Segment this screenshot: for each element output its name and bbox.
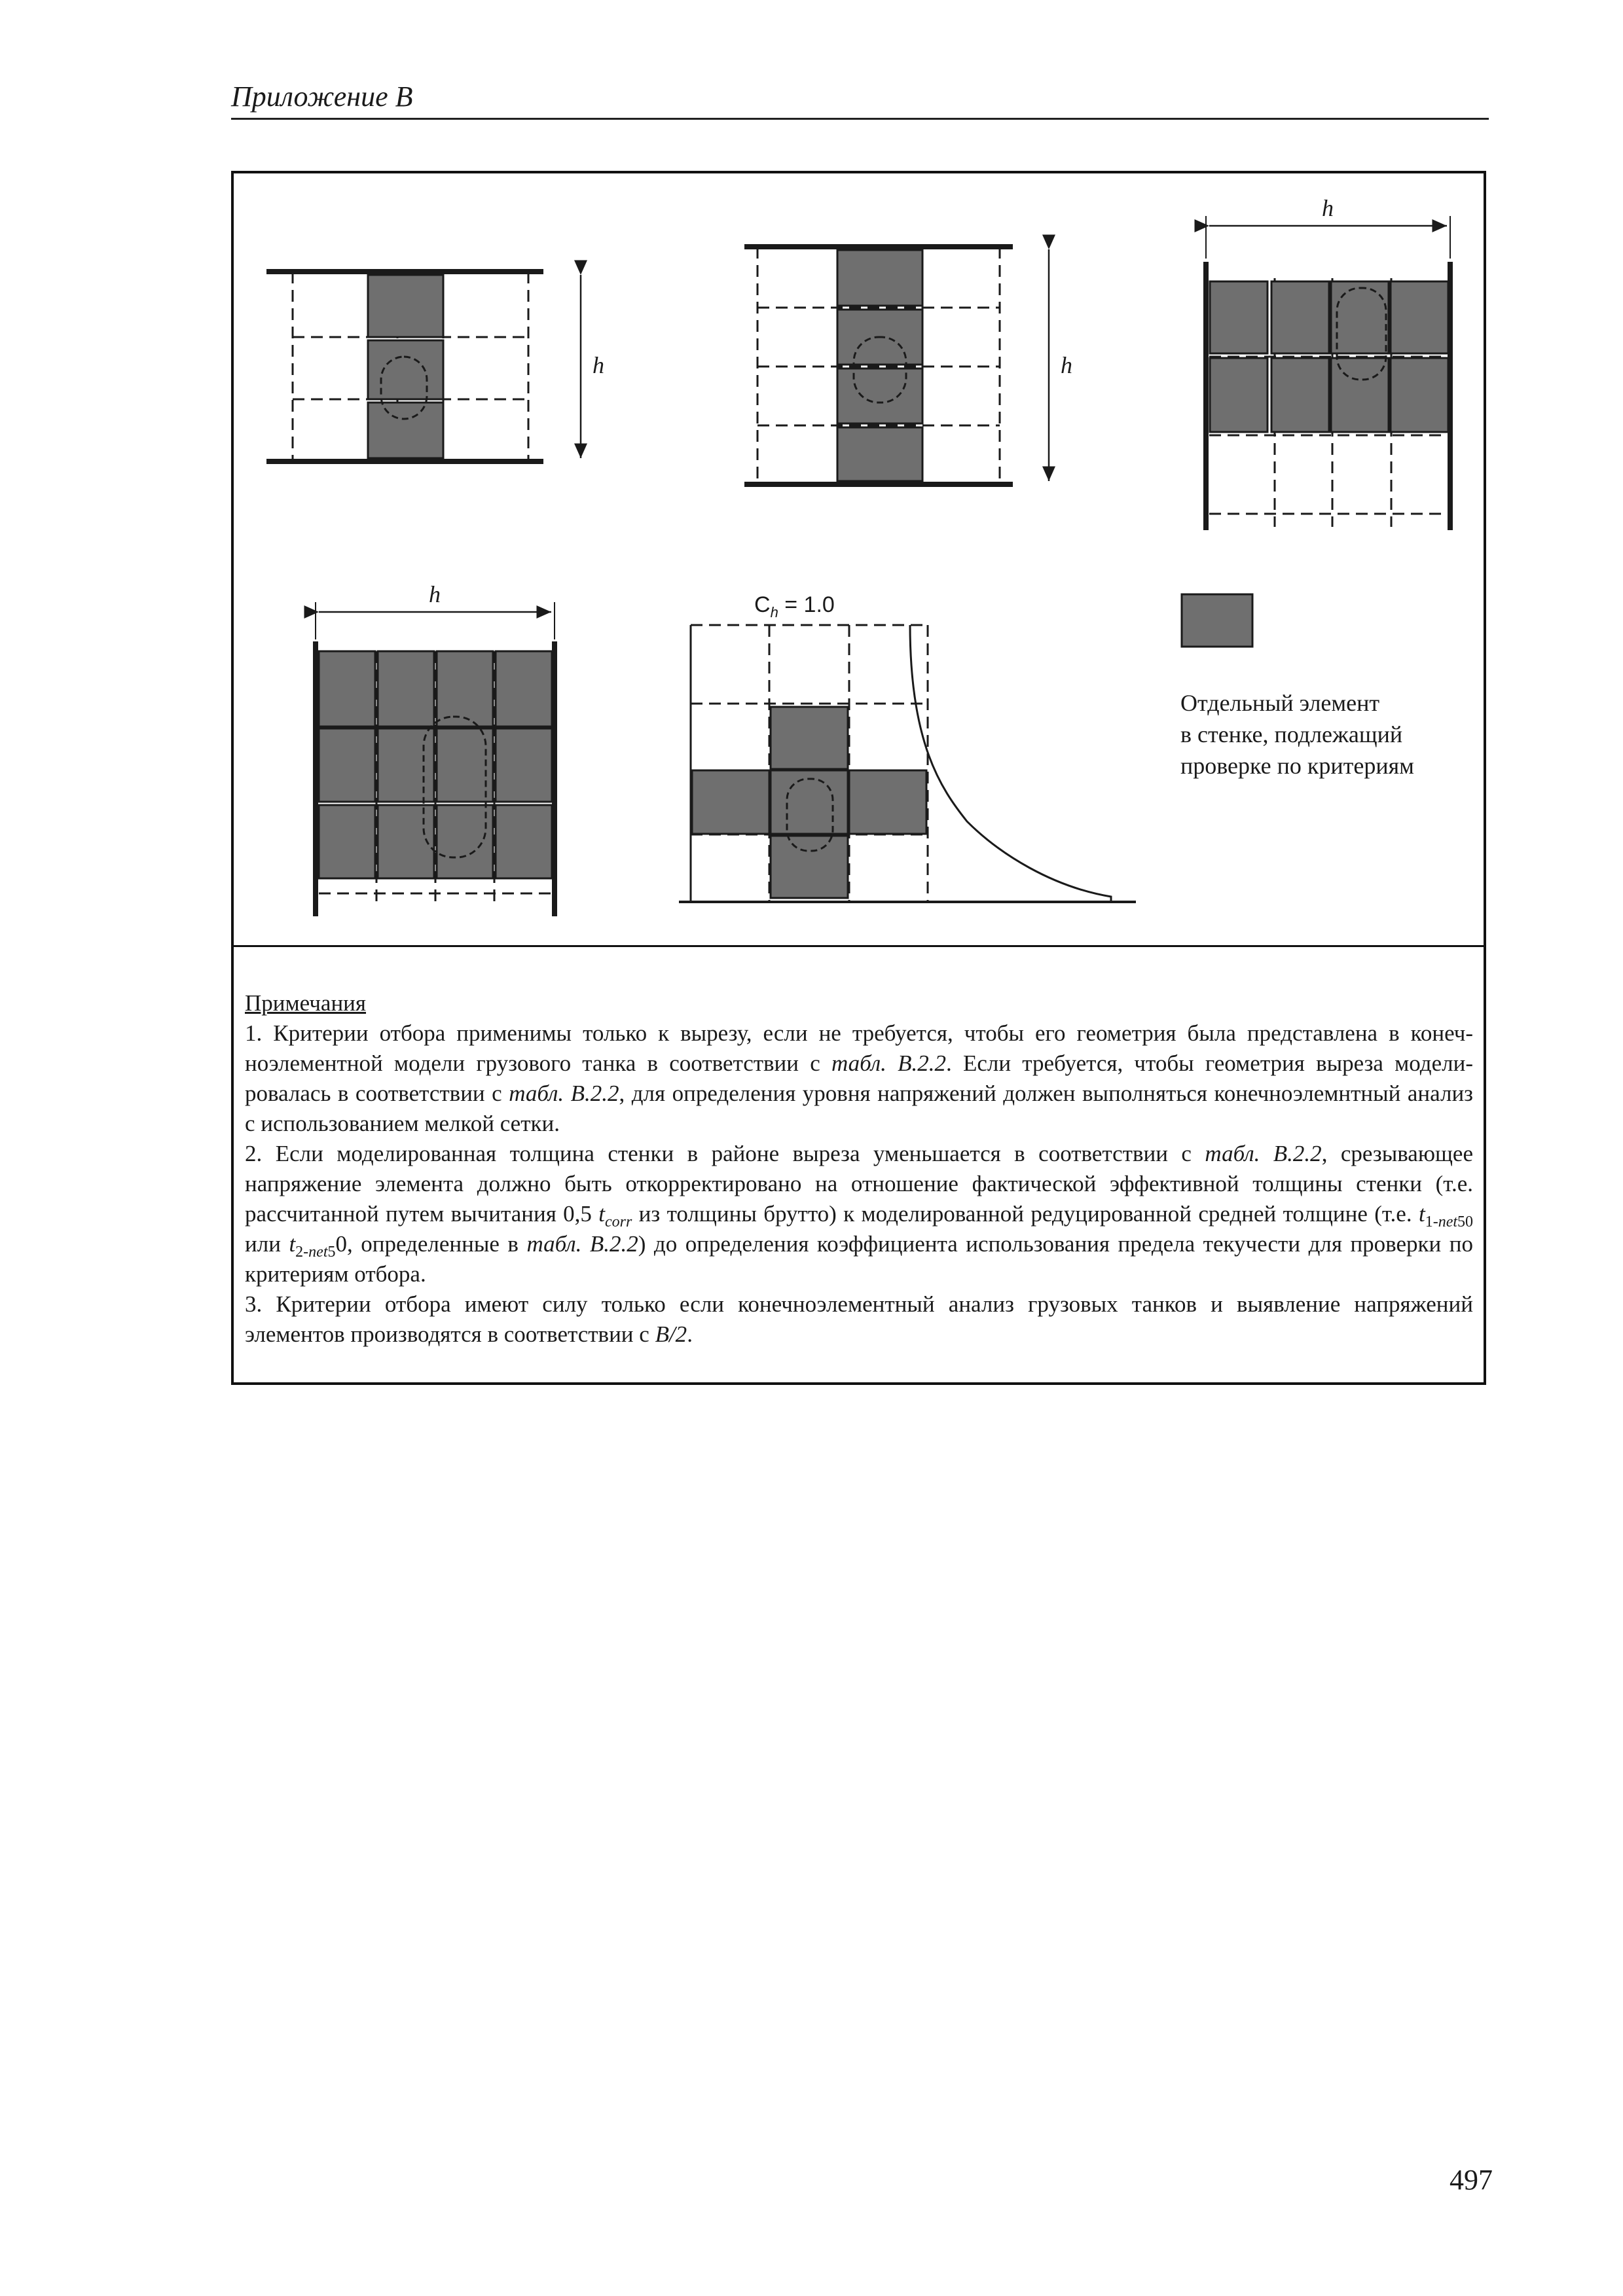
figure-2 — [744, 247, 1049, 484]
figure-4 — [316, 602, 555, 916]
legend-line-2: в стенке, подлежащий — [1180, 721, 1403, 747]
figure-3 — [1206, 216, 1450, 530]
note-1: 1. Критерии отбора применимы только к вырезу, если не требуется, чтобы его геометрия была представлена в конеч-ноэлементной модели грузового танка в соответствии с табл. B.2.2. Если требуется, чтобы геометрия выреза модели-ровалась в соответствии с табл. B.2.2, для определения уровня напряжений должен выполняться конечноэлемнтный анализ с использованием мелкой сетки. — [245, 1020, 1474, 1136]
legend-line-1: Отдельный элемент — [1180, 690, 1380, 716]
dim-label-4: h — [429, 581, 441, 607]
notes-title: Примечания — [245, 990, 367, 1016]
note-2: 2. Если моделированная толщина стенки в районе выреза уменьшается в соответствии с табл. B.2.2, срезывающее напряжение элемента должно быть откорректировано на отношение фактической эффективной толщины стенки (т.е. рассчитанной путем вычитания 0,5 $t_{corr}$ из толщины брутто) к моделированной редуцированной средней толщине (т.е. $t_{1-net50}$ или $t_{2-net5}0$, определенные в табл. B.2.2) до определения коэффициента использования предела текучести для проверки по критериям отбора. — [245, 1141, 1474, 1287]
page-number: 497 — [1450, 2164, 1493, 2196]
dim-label-1: h — [593, 352, 604, 378]
notes-section — [245, 988, 1473, 1350]
dim-label-3: h — [1322, 195, 1334, 221]
page-header: Приложение B — [231, 81, 413, 113]
legend-text — [1180, 687, 1455, 781]
figure-1 — [266, 272, 581, 461]
legend-swatch — [1182, 594, 1252, 647]
figure-5 — [679, 625, 1136, 902]
dim-label-2: h — [1061, 352, 1072, 378]
frame-divider — [231, 945, 1486, 947]
ch-label: $C_h = 1.0$ — [754, 592, 835, 620]
cutout-figures — [234, 173, 1484, 944]
note-3: 3. Критерии отбора имеют силу только если конечноэлементный анализ грузовых танков и выявление напряжений элементов производятся в соответствии с B/2. — [245, 1291, 1473, 1347]
header-rule — [231, 118, 1489, 120]
legend-line-3: проверке по критериям — [1180, 753, 1414, 779]
